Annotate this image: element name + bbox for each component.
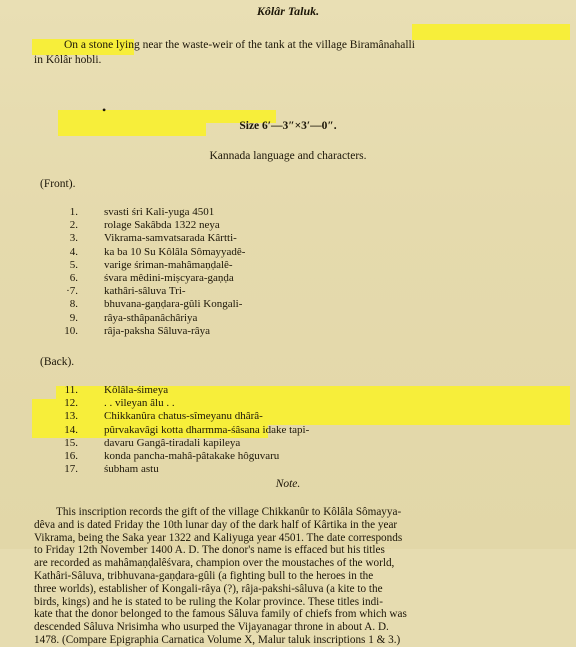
front-line-text: kathâri-sâluva Tri- bbox=[104, 285, 186, 298]
note-line: three worlds), establisher of Kongali-râya (?), râja-pakshi-sâluva (a kite to the bbox=[34, 582, 383, 595]
front-line-text: bhuvana-gaṇḍara-gûli Kongali- bbox=[104, 298, 243, 311]
note-line: birds, kings) and he is stated to be ruling the Kolar province. These titles indi- bbox=[34, 595, 384, 608]
stray-dot: • bbox=[102, 103, 107, 117]
back-label: (Back). bbox=[40, 356, 75, 368]
note-line: Kathâri-Sâluva, tribhuvana-gaṇḍara-gûli (a fighting bull to the heroes in the bbox=[34, 569, 374, 582]
front-line-text: svasti śri Kali-yuga 4501 bbox=[104, 206, 215, 218]
note-line: to Friday 12th November 1400 A. D. The donor's name is effaced but his titles bbox=[34, 544, 385, 557]
back-line-text: pûrvakavâgi kotta dharmma-śâsana idake tapi- bbox=[104, 423, 310, 436]
front-line-number: 8. bbox=[69, 298, 78, 311]
note-line: descended Sâluva Nrisimha who usurped the Vijayanagar throne in about A. D. bbox=[34, 621, 389, 634]
front-line-text: Vikrama-samvatsarada Kârtti- bbox=[104, 232, 237, 245]
intro-line-1: On a stone lying near the waste-weir of the tank at the village Biramânahalli bbox=[64, 39, 415, 51]
back-line-number: 15. bbox=[64, 436, 78, 449]
back-line-text: Kôlâla-śimeya bbox=[104, 384, 169, 396]
note-line: 1478. (Compare Epigraphia Carnatica Volume X, Malur taluk inscriptions 1 & 3.) bbox=[34, 633, 401, 646]
front-line-number: 2. bbox=[69, 219, 78, 232]
front-line-text: rolage Sakâbda 1322 neya bbox=[104, 219, 220, 232]
note-line: are recorded as mahâmaṇḍalêśvara, champion over the moustaches of the world, bbox=[34, 557, 395, 570]
back-line-text: davaru Gangâ-tiradali kapileya bbox=[104, 436, 241, 449]
stone-size: Size 6′—3″×3′—0″. bbox=[239, 120, 337, 132]
back-line-number: 12. bbox=[64, 397, 78, 410]
note-paragraph bbox=[34, 506, 570, 647]
back-line-text: Chikkanûra chatus-sîmeyanu dhârâ- bbox=[104, 410, 263, 423]
back-line-number: 13. bbox=[64, 410, 78, 423]
note-heading: Note. bbox=[275, 478, 301, 490]
front-line-number: 5. bbox=[69, 258, 78, 271]
back-line-text: . . vileyan âlu . . bbox=[104, 397, 175, 410]
intro-paragraph bbox=[34, 38, 572, 68]
back-line-text: śubham astu bbox=[104, 463, 159, 476]
front-line-text: śvara mêdini-miṣcyara-gaṇḍa bbox=[104, 272, 234, 284]
note-line: dêva and is dated Friday the 10th lunar day of the dark half of Kârtika in the year bbox=[34, 518, 398, 531]
front-line-number: 10. bbox=[64, 324, 78, 337]
front-line-number: 4. bbox=[69, 245, 78, 258]
front-line-number: ·7. bbox=[66, 285, 78, 298]
front-line-text: varige śriman-mahâmaṇḍalê- bbox=[104, 258, 233, 271]
back-line-number: 17. bbox=[64, 463, 78, 476]
note-line: Vikrama, being the Saka year 1322 and Kaliyuga year 4501. The date corresponds bbox=[34, 531, 403, 544]
language-line: Kannada language and characters. bbox=[209, 150, 367, 162]
back-line-number: 11. bbox=[64, 384, 78, 396]
front-line-text: râja-paksha Sâluva-râya bbox=[104, 324, 210, 337]
back-line-number: 14. bbox=[64, 423, 78, 436]
front-line-number: 3. bbox=[69, 232, 78, 245]
front-line-number: 1. bbox=[69, 206, 78, 218]
back-line-number: 16. bbox=[64, 450, 78, 462]
front-label: (Front). bbox=[40, 178, 76, 190]
front-line-text: râya-sthâpanâchâriya bbox=[104, 311, 198, 324]
page-title: Kôlâr Taluk. bbox=[256, 4, 320, 18]
front-line-number: 9. bbox=[69, 311, 78, 324]
intro-line-2: in Kôlâr hobli. bbox=[34, 54, 102, 66]
back-line-text: konda pancha-mahâ-pâtakake hôguvaru bbox=[104, 450, 280, 462]
note-line: kate that the donor belonged to the famous Sâluva family of chiefs from which was bbox=[34, 608, 407, 621]
front-line-text: ka ba 10 Su Kôlâla Sômayyadê- bbox=[104, 245, 246, 258]
note-line: This inscription records the gift of the village Chikkanûr to Kôlâla Sômayya- bbox=[56, 506, 402, 518]
front-line-number: 6. bbox=[69, 272, 78, 284]
